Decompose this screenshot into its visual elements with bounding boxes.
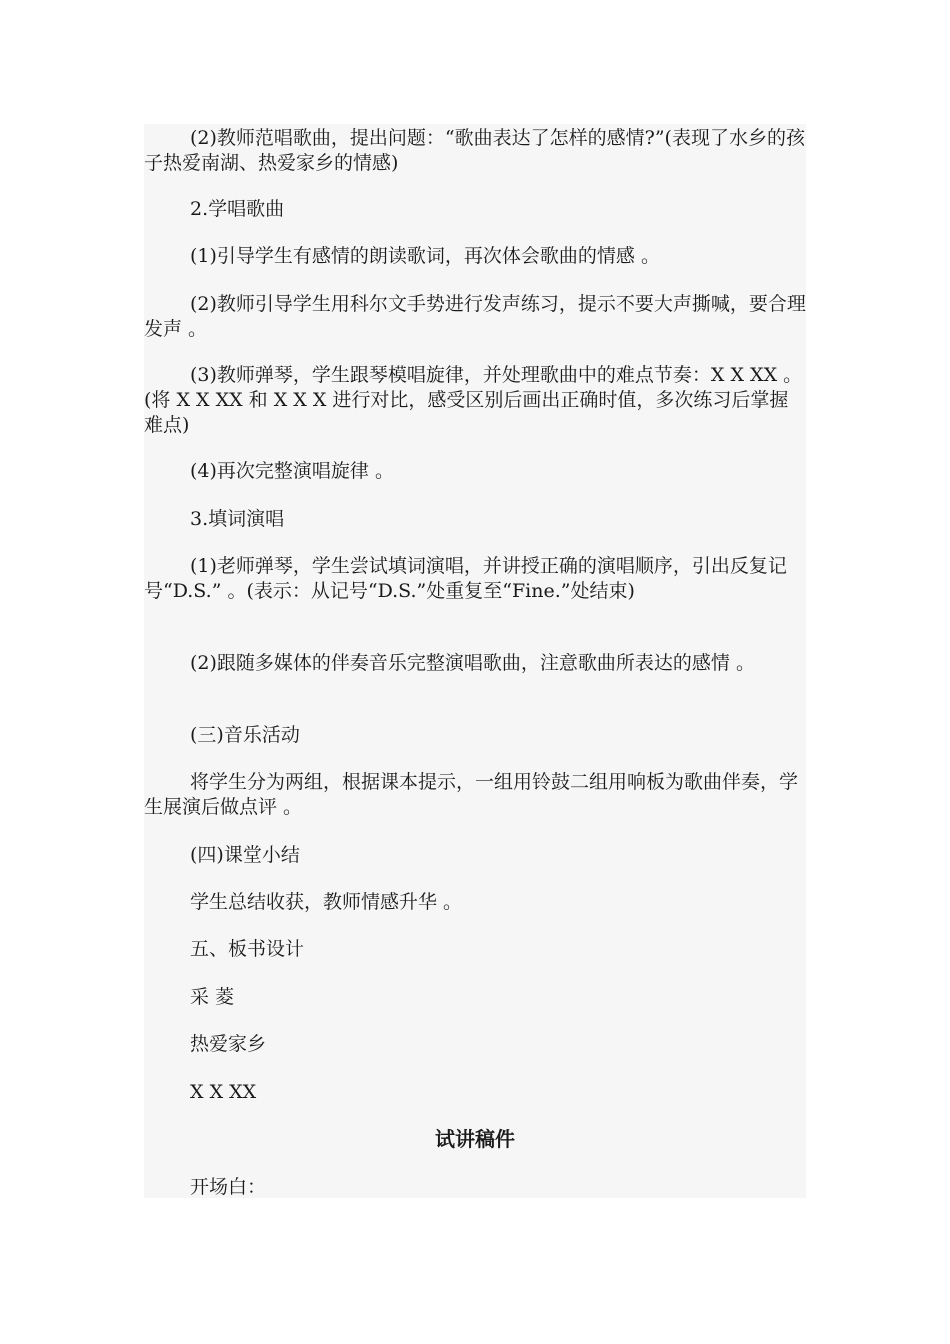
paragraph: (3)教师弹琴，学生跟琴模唱旋律，并处理歌曲中的难点节奏：X X XX 。(将 X X XX 和 X X X 进行对比，感受区别后画出正确时值，多次练习后掌握难点) <box>144 364 803 436</box>
paragraph: 开场白： <box>190 1176 267 1198</box>
paragraph: (2)教师范唱歌曲，提出问题：“歌曲表达了怎样的感情?”(表现了水乡的孩子热爱南湖、热爱家乡的情感) <box>144 127 805 174</box>
paragraph: 将学生分为两组，根据课本提示，一组用铃鼓二组用响板为歌曲伴奏，学生展演后做点评 。 <box>144 771 799 818</box>
paragraph: (1)老师弹琴，学生尝试填词演唱，并讲授正确的演唱顺序，引出反复记号“D.S.” 。(表示：从记号“D.S.”处重复至“Fine.”处结束) <box>144 555 787 602</box>
paragraph: (2)跟随多媒体的伴奏音乐完整演唱歌曲，注意歌曲所表达的感情 。 <box>190 652 755 674</box>
paragraph: (2)教师引导学生用科尔文手势进行发声练习，提示不要大声撕喊，要合理发声 。 <box>144 293 806 340</box>
paragraph: 学生总结收获，教师情感升华 。 <box>190 891 463 913</box>
paragraph: 热爱家乡 <box>190 1033 267 1055</box>
paragraph: (1)引导学生有感情的朗读歌词，再次体会歌曲的情感 。 <box>190 245 660 267</box>
section-title: 试讲稿件 <box>435 1127 515 1151</box>
paragraph: (四)课堂小结 <box>190 844 300 866</box>
paragraph: (三)音乐活动 <box>190 724 300 746</box>
paragraph: 五、板书设计 <box>190 938 305 960</box>
paragraph: 2.学唱歌曲 <box>190 198 285 220</box>
paragraph: 采 菱 <box>190 986 235 1008</box>
paragraph: X X XX <box>190 1081 257 1103</box>
paragraph: 3.填词演唱 <box>190 508 285 530</box>
paragraph: (4)再次完整演唱旋律 。 <box>190 460 394 482</box>
